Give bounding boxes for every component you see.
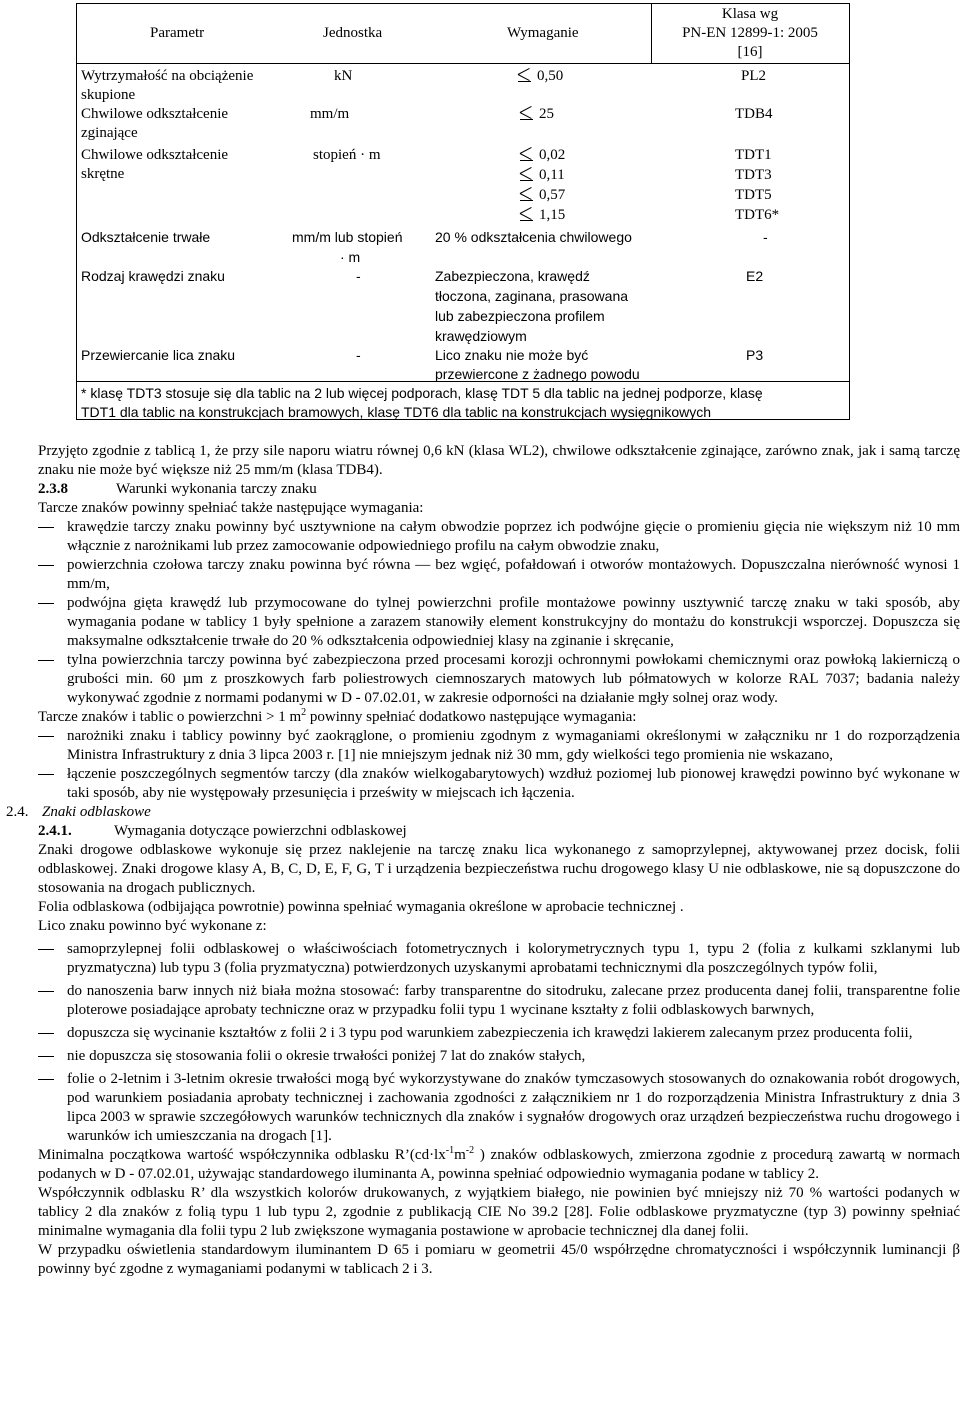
table-footnote: TDT1 dla tablic na konstrukcjach bramowych, klasę TDT6 dla tablic na konstrukcjach wysięgnikowych: [81, 404, 712, 420]
row4-param: Odkształcenie trwałe: [81, 229, 211, 245]
list-item: samoprzylepnej folii odblaskowej o właściwościach fotometrycznych i kolorymetrycznych typu 1, typu 2 (folia z kulkami szklanymi lub pryzmatyczna) lub typu 3 (folia pryzmatyczna) potwierdzonych uzyskanymi aprobatami technicznymi dla poszczególnych typów folii,: [38, 940, 960, 978]
header-class-line1: Klasa wg: [721, 6, 779, 22]
section-heading: 2.4. Znaki odblaskowe: [6, 804, 151, 820]
dash-bullet-icon: [38, 565, 54, 566]
list-item: podwójna gięta krawędź lub przymocowane do tylnej powierzchni profile montażowe powinny usztywnić tarczę znaku w taki sposób, aby wymagania podane w tablicy 1 były spełnione a zarazem stanowiły element konstrukcyjny do montażu do konstrukcji wsporczej. Dopuszcza się maksymalne odkształcenie trwałe do 20 % odkształcenia odpowiedniej klasy na zginanie i skręcanie,: [38, 594, 960, 651]
list-item: folie o 2-letnim i 3-letnim okresie trwałości mogą być wykorzystywane do znaków tymczasowych stosowanych do oznakowania robót drogowych, pod warunkiem posiadania aprobaty technicznej i zachowania zgodności z załącznikiem nr 1 do rozporządzenia Ministra Infrastruktury z dnia 3 lipca 2003 w sprawie szczegółowych warunków technicznych dla znaków i sygnałów drogowych oraz urządzeń bezpieczeństwa ruchu drogowego i warunków ich umieszczania na drogach [1].: [38, 1070, 960, 1146]
row6-param: Przewiercanie lica znaku: [81, 347, 236, 363]
dash-bullet-icon: [38, 991, 54, 992]
table-footnote: * klasę TDT3 stosuje się dla tablic na 2 lub więcej podporach, klasę TDT 5 dla tablic na jednej podporze, klasę: [81, 385, 763, 401]
row6-requirement: Lico znaku nie może być: [435, 347, 589, 363]
row5-class: E2: [746, 268, 764, 284]
list-item: dopuszcza się wycinanie kształtów z folii 2 i 3 typu pod warunkiem zabezpieczenia ich krawędzi lakierem zalecanym przez producenta folii,: [38, 1024, 960, 1043]
paragraph: Przyjęto zgodnie z tablicą 1, że przy sile naporu wiatru równej 0,6 kN (klasa WL2), chwilowe odkształcenie zginające, zarówno znak, jak i samą tarczę znaku nie może być większe niż 25 mm/m (klasa TDB4).: [38, 443, 960, 478]
row3-class: TDT5: [735, 187, 772, 203]
row2-requirement: 25: [519, 105, 554, 124]
paragraph: Tarcze znaków i tablic o powierzchni > 1 $m^2$ powinny spełniać dodatkowo następujące wymagania:: [38, 707, 637, 725]
row4-unit: · m: [340, 249, 361, 265]
list-item: powierzchnia czołowa tarczy znaku powinna być równa — bez wgięć, pofałdowań i otworów montażowych. Dopuszczalna nierówność wynosi 1 mm/m,: [38, 556, 960, 594]
row5-requirement: tłoczona, zaginana, prasowana: [435, 288, 629, 304]
list-item: do nanoszenia barw innych niż biała można stosować: farby transparentne do sitodruku, zalecane przez producenta danej folii, transparentne folie ploterowe posiadające aprobaty techniczne oraz w przypadku folii typu 1 wycinane kształty z folii odblaskowych barwnych,: [38, 982, 960, 1020]
ge-sign-icon: [517, 68, 531, 82]
row5-param: Rodzaj krawędzi znaku: [81, 268, 225, 284]
body-text: [6, 442, 960, 1279]
row4-class: -: [763, 229, 768, 245]
row2-class: TDB4: [735, 106, 773, 122]
le-sign-icon: [519, 187, 533, 201]
le-sign-icon: [519, 147, 533, 161]
dash-bullet-icon: [38, 603, 54, 604]
row3-class: TDT1: [735, 147, 772, 163]
header-requirement: Wymaganie: [507, 25, 579, 41]
list-item: tylna powierzchnia tarczy powinna być zabezpieczona przed procesami korozji ochronnymi powłokami chemicznymi oraz powłoką lakierniczą o grubości min. 60 µm z proszkowych farb poliestrowych ciemnoszarych matowych lub półmatowych w kolorze RAL 7037; badania należy wykonywać zgodnie z normami podanymi w D - 07.02.01, w zakresie odporności na działanie mgły solnej oraz wody.: [38, 651, 960, 708]
le-sign-icon: [519, 207, 533, 221]
row1-param: Wytrzymałość na obciążenie: [81, 68, 254, 84]
row3-param: skrętne: [81, 166, 125, 182]
le-sign-icon: [519, 106, 533, 120]
row5-requirement: krawędziowym: [435, 328, 527, 344]
header-class-line2: PN-EN 12899-1: 2005: [682, 25, 818, 41]
dash-bullet-icon: [38, 736, 54, 737]
dash-bullet-icon: [38, 527, 54, 528]
list-item: nie dopuszcza się stosowania folii o okresie trwałości poniżej 7 lat do znaków stałych,: [38, 1047, 960, 1066]
header-param: Parametr: [150, 25, 205, 41]
le-sign-icon: [519, 167, 533, 181]
row3-param: Chwilowe odkształcenie: [81, 147, 229, 163]
row6-requirement: przewiercone z żadnego powodu: [435, 366, 640, 382]
list-item: narożniki znaku i tablicy powinny być zaokrąglone, o promieniu zgodnym z wymaganiami określonymi w załączniku nr 1 do rozporządzenia Ministra Infrastruktury z dnia 3 lipca 2003 r. [1] nie mniejszym jednak niż 30 mm, gdy wielkości tego promienia nie wskazano,: [38, 727, 960, 765]
row1-class: PL2: [741, 68, 767, 84]
requirements-table: [76, 3, 850, 420]
list-item: krawędzie tarczy znaku powinny być usztywnione na całym obwodzie poprzez ich podwójne gięcie o promieniu gięcia nie większym niż 10 mm włącznie z narożnikami lub przez zamocowanie odpowiedniego profilu na całym obwodzie znaku,: [38, 518, 960, 556]
dash-bullet-icon: [38, 1056, 54, 1057]
row6-unit: -: [356, 347, 361, 363]
dash-bullet-icon: [38, 1079, 54, 1080]
header-class-line3: [16]: [737, 44, 763, 60]
row3-requirement: 1,15: [519, 206, 565, 225]
row3-requirement: 0,57: [519, 186, 565, 205]
paragraph: W przypadku oświetlenia standardowym iluminantem D 65 i pomiaru w geometrii 45/0 współrzędne chromatyczności i współczynnik luminancji β powinny być zgodne z wymaganiami podanymi w tablicach 2 i 3.: [38, 1242, 960, 1277]
row4-unit: mm/m lub stopień: [292, 229, 403, 245]
row2-param: zginające: [81, 125, 138, 141]
row5-unit: -: [356, 268, 361, 284]
dash-bullet-icon: [38, 1033, 54, 1034]
paragraph: Folia odblaskowa (odbijająca powrotnie) powinna spełniać wymagania określone w aprobacie technicznej .: [38, 899, 684, 915]
row6-class: P3: [746, 347, 764, 363]
section-heading: 2.4.1. Wymagania dotyczące powierzchni odblaskowej: [38, 823, 407, 839]
paragraph: Tarcze znaków powinny spełniać także następujące wymagania:: [38, 500, 424, 516]
paragraph: Współczynnik odblasku R’ dla wszystkich kolorów drukowanych, z wyjątkiem białego, nie powinien być mniejszy niż 70 % wartości podanych w tablicy 2 dla znaków z folią typu 1 lub typu 2, zgodnie z publikacją CIE No 39.2 [28]. Folie odblaskowe pryzmatyczne (typ 3) powinny spełniać minimalne wymagania dla folii typu 2 lub zwiększone wymagania postawione w aprobacie technicznej dla danej folii.: [38, 1185, 960, 1239]
dash-bullet-icon: [38, 660, 54, 661]
row5-requirement: Zabezpieczona, krawędź: [435, 268, 590, 284]
row2-unit: mm/m: [310, 106, 350, 122]
row5-requirement: lub zabezpieczona profilem: [435, 308, 605, 324]
row3-requirement: 0,02: [519, 146, 565, 165]
paragraph: Lico znaku powinno być wykonane z:: [38, 918, 267, 934]
row3-requirement: 0,11: [519, 166, 565, 185]
dash-bullet-icon: [38, 774, 54, 775]
dash-bullet-icon: [38, 949, 54, 950]
row2-param: Chwilowe odkształcenie: [81, 106, 229, 122]
row1-param: skupione: [81, 87, 136, 103]
row3-class: TDT3: [735, 167, 772, 183]
row3-class: TDT6*: [735, 207, 780, 223]
row1-unit: kN: [334, 68, 353, 84]
row3-unit: stopień · m: [313, 147, 381, 163]
section-heading: 2.3.8 Warunki wykonania tarczy znaku: [38, 481, 317, 497]
table-divider: [77, 63, 849, 64]
paragraph: Minimalna początkowa wartość współczynnika odblasku $R’(cd\cdot lx^{-1}m^{-2}$ ) znaków odblaskowych, zmierzona zgodnie z procedurą zawartą w normach podanych w D - 07.02.01, używając standardowego iluminanta A, powinna spełniać odpowiednio wymagania podane w tablicy 2.: [38, 1145, 960, 1182]
list-item: łączenie poszczególnych segmentów tarczy (dla znaków wielkogabarytowych) wzdłuż poziomej lub pionowej krawędzi powinno być wykonane w taki sposób, aby nie występowały przesunięcia i prześwity w miejscach ich łączenia.: [38, 765, 960, 803]
header-unit: Jednostka: [323, 25, 383, 41]
paragraph: Znaki drogowe odblaskowe wykonuje się przez naklejenie na tarczę znaku lica wykonanego z samoprzylepnej, aktywowanej przez docisk, folii odblaskowej. Znaki drogowe klasy A, B, C, D, E, F, G, T i urządzenia bezpieczeństwa ruchu drogowego klasy U nie odblaskowe, nie są dopuszczone do stosowania na drogach publicznych.: [38, 842, 960, 896]
row4-requirement: 20 % odkształcenia chwilowego: [435, 229, 632, 245]
row1-requirement: 0,50: [517, 67, 563, 86]
